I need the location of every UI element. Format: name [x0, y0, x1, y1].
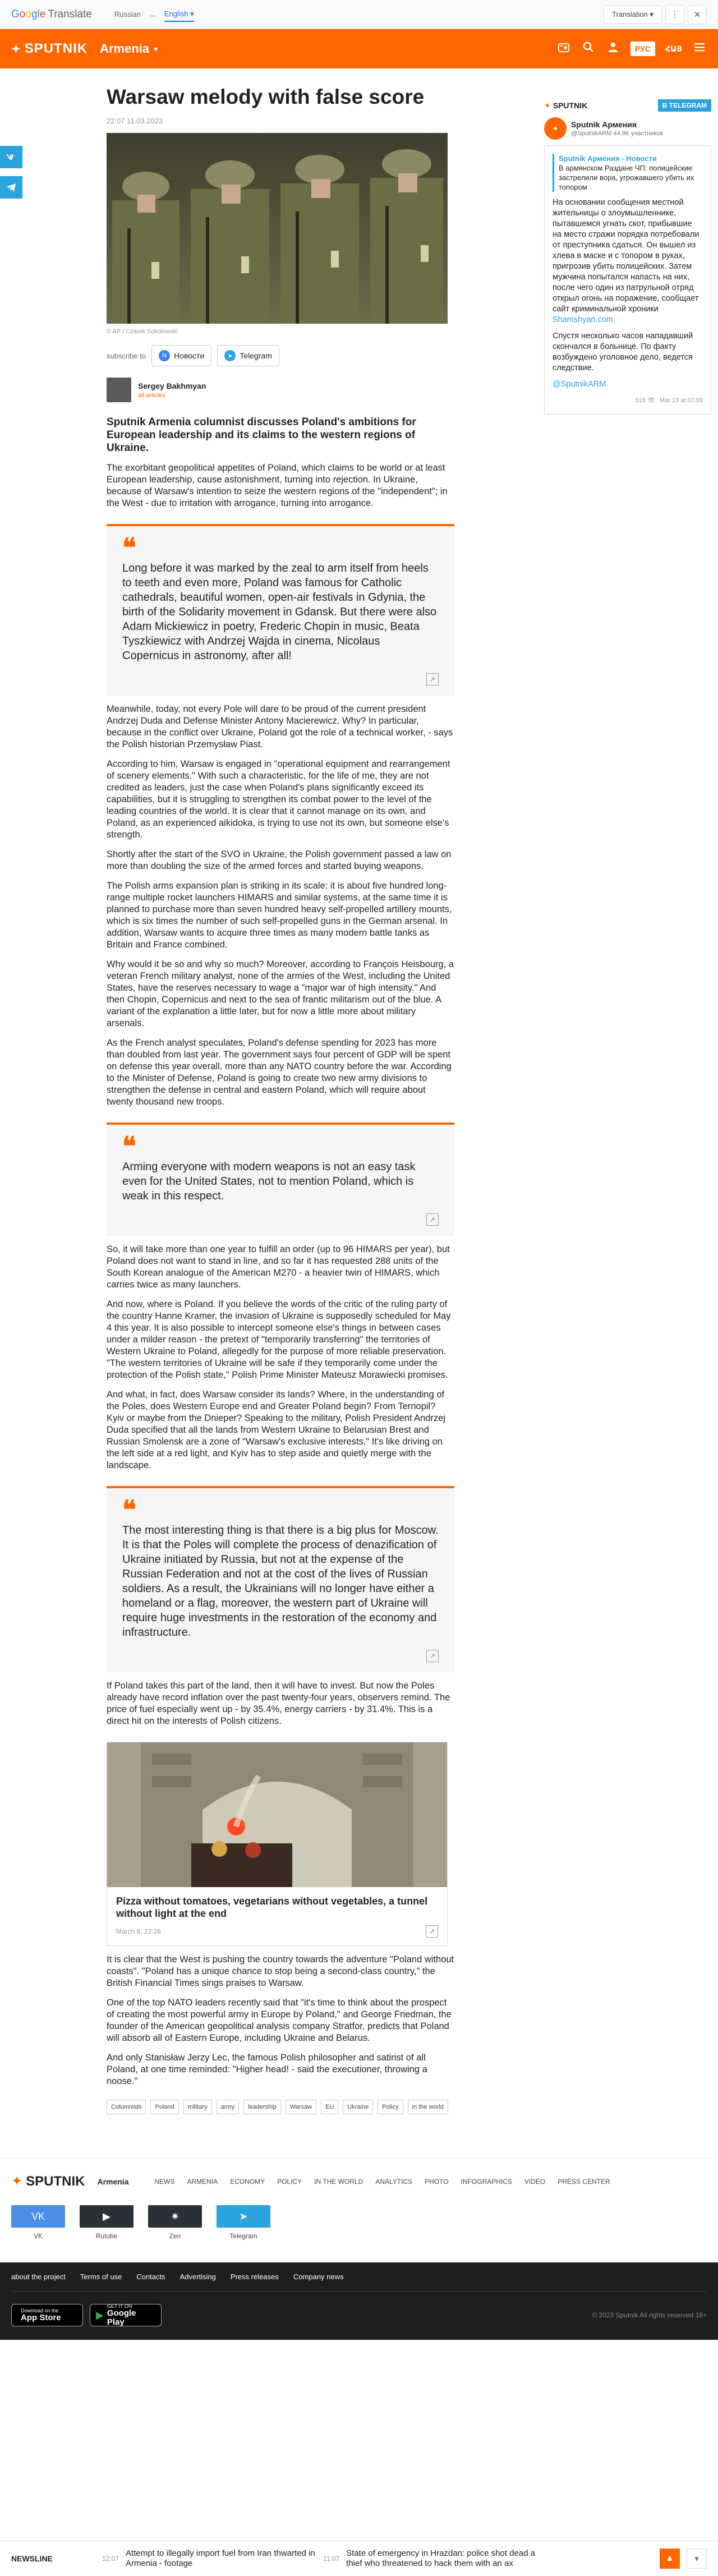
message-footer [553, 395, 703, 406]
social-links [0, 2205, 718, 2240]
vk-icon [6, 153, 17, 161]
sputnik-star-icon: ✦ [11, 43, 21, 56]
quote-icon: ❝ [122, 532, 136, 563]
hero-image [107, 133, 448, 324]
channel-avatar: ✦ [544, 117, 567, 140]
sputnik-wordmark: SPUTNIK [24, 41, 88, 56]
message-body: На основании сообщения местной жительницы о злоумышленнике, пытавшемся угнать скот, прибывшие на место стражи порядка потребовали от преступника сдаться. Он вышел из хлева в маске и с топором в руках, пригрозив убить полицейских. Затем мужчина попытался напасть на них, после чего один из патрульной отряд открыл огонь на поражение, сообщает сайт криминальной хроники [553, 198, 699, 314]
user-icon[interactable] [606, 41, 620, 57]
footer-nav-analytics[interactable]: ANALYTICS [375, 2177, 413, 2186]
soldiers-parade-photo [107, 133, 448, 324]
article-paragraph: So, it will take more than one year to fulfill an order (up to 96 HIMARS per year), but Poland does not want to stand in line, and so far it has requested 288 units of the South Korean analogue of the American M270 - a heavier twin of HIMARS, which carries twice as many launchers. [107, 1244, 450, 1290]
translation-mode-label: Translation [612, 10, 648, 19]
footer-nav-world[interactable]: IN THE WORLD [314, 2177, 363, 2186]
footer-link-press-releases[interactable]: Press releases [230, 2273, 279, 2281]
quote-text: Arming everyone with modern weapons is not an easy task even for the United States, not to mention Poland, which is weak in this respect. [122, 1161, 416, 1202]
telegram-message [544, 145, 711, 415]
google-play-big: Google Play [107, 2308, 136, 2327]
footer-nav-policy[interactable]: POLICY [277, 2177, 302, 2186]
subscribe-telegram-label: Telegram [240, 351, 272, 360]
news-icon: N [159, 350, 170, 361]
footer-nav-bar [0, 2158, 718, 2204]
telegram-icon: ➤ [217, 2205, 270, 2228]
telegram-channel[interactable] [544, 117, 711, 140]
radio-icon[interactable] [556, 41, 571, 57]
subscribe-news-label: Новости [174, 351, 205, 360]
translation-mode-dropdown[interactable] [604, 6, 662, 24]
arrow-right-icon: → [148, 10, 157, 19]
footer-nav [154, 2178, 610, 2186]
telegram-badge[interactable]: В TELEGRAM [658, 99, 711, 112]
sputnik-star-icon: ✦ [544, 100, 551, 110]
pull-quote [107, 1123, 454, 1236]
article-paragraph: The exorbitant geopolitical appetites of Poland, which claims to be world or at least European leadership, cause astonishment, turning into rejection. In Ukraine, because of Warsaw's intention to seize the western regions of the "independent"; in the West - due to irritation with arrogance, turning into arrogance. [107, 463, 448, 508]
social-label: Rutube [95, 2232, 118, 2240]
language-selector [114, 7, 194, 22]
social-label: Zen [169, 2232, 181, 2240]
google-play-button[interactable] [90, 2304, 162, 2326]
footer-logo-text: SPUTNIK [26, 2173, 85, 2189]
message-text [553, 197, 703, 325]
footer-logo[interactable] [11, 2173, 85, 2189]
social-rutube[interactable] [80, 2205, 134, 2240]
share-rail [0, 146, 22, 199]
tag-leadership[interactable]: leadership [243, 2100, 281, 2114]
article-lead: Sputnik Armenia columnist discusses Poland's ambitions for European leadership and its claims to the western regions of Ukraine. [107, 416, 416, 454]
close-icon[interactable]: ✕ [688, 5, 707, 24]
footer-nav-economy[interactable]: ECONOMY [230, 2177, 265, 2186]
share-icon[interactable]: ↗ [426, 673, 439, 686]
pull-quote [107, 1486, 454, 1672]
author-avatar[interactable] [107, 378, 131, 402]
footer-nav-press-center[interactable]: PRESS CENTER [558, 2177, 610, 2186]
region-label: Armenia [100, 42, 150, 56]
footer-bottom [0, 2262, 718, 2340]
translate-wordmark: Translate [48, 8, 92, 20]
article-paragraph: And what, in fact, does Warsaw consider its lands? Where, in the understanding of the Poles, does Western Europe end and Greater Poland begin? From Ternopil? Kyiv or maybe from the Dnieper? Speaking to the military, Polish President Andrzej Duda specified that all the lands from Western Ukraine to Belarusian Brest and Russian Smolensk are a zone of "Warsaw's exclusive interests." It's like driving on the left side at a red light, and Kyiv has to step aside and quietly merge with the landscape. [107, 1390, 446, 1470]
related-article-time: March 8, 22:26 [116, 1928, 162, 1935]
share-icon[interactable]: ↗ [426, 1213, 439, 1226]
related-article-image [107, 1742, 447, 1887]
quote-icon: ❝ [122, 1494, 136, 1525]
language-ru-button[interactable]: РУС [630, 42, 655, 56]
message-hashtag[interactable]: @SputnikARM [553, 380, 606, 389]
reply-author: Sputnik Армения - Новости [559, 154, 657, 163]
footer-link-contacts[interactable]: Contacts [136, 2273, 165, 2281]
ticker-item[interactable]: State of emergency in Hrazdan: police shot dead a thief who threatened to hack them with an ax [346, 2548, 536, 2568]
google-wordmark: Google [11, 8, 46, 20]
newsline-label: NEWSLINE [11, 2554, 53, 2563]
chevron-down-icon: ▾ [650, 10, 653, 19]
tag-in-the-world[interactable]: in the world [408, 2100, 448, 2114]
article-paragraph: One of the top NATO leaders recently said that "it's time to think about the prospect of creating the most powerful army in Europe by Poland," and George Friedman, the founder of the American geopolitical analysis company Stratfor, predicts that Poland will absorb all of Eastern Europe, including Ukraine and Belarus. [107, 1998, 452, 2043]
footer-nav-news[interactable]: NEWS [154, 2177, 175, 2186]
footer-nav-armenia[interactable]: ARMENIA [187, 2177, 218, 2186]
channel-subscribers: @SputnikARM 44.9K участников [571, 130, 664, 137]
share-icon[interactable]: ↗ [426, 1925, 438, 1938]
google-play-small: GET IT ON [107, 2303, 132, 2309]
message-views: 518 👁 [635, 397, 655, 404]
subscribe-telegram-button[interactable] [217, 345, 279, 366]
social-label: Telegram [229, 2232, 257, 2240]
article-paragraph: According to him, Warsaw is engaged in "operational equipment and rearrangement of scenery elements." With such a characteristic, for the life of me, they are not credited as leaders, just the case when Poland's plans significantly exceed its capabilities, but it is struggling to strengthen its combat power to the level of the leading countries of the world. It is clear that it cannot manage on its own, and Poland, as an experienced aikidoka, is trying to use not its own, but someone else's strength. [107, 759, 450, 840]
translate-controls [604, 5, 707, 24]
message-text-2: Спустя несколько часов нападавший скончался в больнице. По факту возбуждено уголовное дело, ведется следствие. [553, 332, 693, 372]
footer-nav-infographics[interactable]: INFOGRAPHICS [461, 2177, 512, 2186]
source-language-tab[interactable]: Russian [114, 10, 141, 19]
tag-army[interactable]: army [217, 2100, 239, 2114]
footer-links [11, 2262, 707, 2292]
google-play-icon: ▶ [96, 2309, 104, 2321]
footer-apps-row [11, 2292, 707, 2326]
scroll-top-icon[interactable]: ▲ [660, 2549, 680, 2569]
footer-link-advertising[interactable]: Advertising [180, 2273, 216, 2281]
footer-link-company-news[interactable]: Company news [293, 2273, 344, 2281]
ticker-time: 11:07 [323, 2554, 340, 2563]
chevron-down-icon: ▾ [190, 9, 194, 18]
footer-region: Armenia [97, 2177, 129, 2186]
quote-text: The most interesting thing is that there is a big plus for Moscow. It is that the Poles will complete the process of denazification of Ukraine initiated by Russia, but not at the expense of the Russian Federation and not at the cost of the lives of Russian soldiers. As a result, the Ukrainians will no longer have either a homeland or a flag, moreover, the western part of Ukraine will require huge investments in the restoration of the economy and infrastructure. [122, 1524, 439, 1639]
article [107, 68, 454, 2114]
footer-link-about[interactable]: about the project [11, 2273, 66, 2281]
article-paragraph: If Poland takes this part of the land, then it will have to invest. But now the Poles already have record inflation over the past twenty-four years, observers remind. The price of fuel especially went up - by 35.4%, energy carriers - by 31.4%. This is a direct hit on the interests of Polish citizens. [107, 1681, 450, 1726]
sputnik-star-icon: ✦ [11, 2174, 23, 2189]
telegram-icon [6, 183, 16, 192]
article-paragraph: The Polish arms expansion plan is striking in its scale: it is about five hundred long-range multiple rocket launchers HIMARS and similar systems, at the same time it is planned to purchase more than seven hundred heavy self-propelled artillery mounts, which is six times the number of such self-propelled guns in the German arsenal. In addition, Warsaw wants to acquire three times as many modern battle tanks as Britain and France combined. [107, 881, 452, 950]
menu-icon[interactable] [692, 41, 707, 57]
reply-text: В армянском Раздане ЧП: полицейские застрелили вора, угрожавшего убить их топором [559, 164, 694, 191]
article-paragraph: Why would it be so and why so much? Moreover, according to François Heisbourg, a veteran French military analyst, none of the armies of the West, including the United States, have the reserves necessary to wage a "major war of high intensity." And then Chopin, Copernicus and next to the sea of frantic militarism out of the blue. A variant of the explanation a little later, but for now a little more about military arsenals. [107, 959, 454, 1028]
sputnik-logo-small [544, 101, 587, 111]
footer-link-terms[interactable]: Terms of use [80, 2273, 122, 2281]
article-timestamp: 22:07 11.03.2023 [107, 117, 163, 125]
arch-protest-photo [107, 1742, 447, 1887]
sputnik-logo[interactable] [11, 41, 88, 57]
message-reply[interactable] [553, 154, 703, 192]
image-caption: © AP / Czarek Sokolowski [107, 328, 178, 335]
subscribe-bar [107, 345, 454, 366]
tag-columnists[interactable]: Columnists [107, 2100, 146, 2114]
chevron-down-icon: ▾ [154, 44, 158, 53]
author-name[interactable]: Sergey Bakhmyan [138, 381, 206, 390]
more-options-icon[interactable]: ⋮ [665, 5, 684, 24]
channel-name: Sputnik Армения [571, 120, 637, 129]
target-language-tab[interactable] [164, 7, 194, 22]
vk-icon: VK [11, 2205, 65, 2228]
telegram-icon: ➤ [224, 350, 236, 361]
message-link[interactable]: Shamshyan.com. [553, 315, 616, 324]
zen-icon: ✷ [148, 2205, 202, 2228]
telegram-share-button[interactable] [0, 176, 22, 199]
social-label: VK [33, 2232, 43, 2240]
site-header [0, 29, 718, 68]
header-actions [556, 41, 707, 57]
quote-icon: ❝ [122, 1131, 136, 1161]
newsline-ticker [0, 2540, 718, 2576]
page-body [0, 68, 718, 2340]
target-language-label: English [164, 9, 188, 18]
tag-eu[interactable]: EU [321, 2100, 338, 2114]
pull-quote [107, 524, 454, 696]
footer-nav-video[interactable]: VIDEO [524, 2177, 546, 2186]
tag-warsaw[interactable]: Warsaw [286, 2100, 316, 2114]
related-article-title[interactable]: Pizza without tomatoes, vegetarians without vegetables, a tunnel without light at the end [116, 1896, 428, 1919]
language-hy-button[interactable]: ՀԱՅ [665, 44, 682, 53]
ticker-item[interactable]: Attempt to illegally import fuel from Iran thwarted in Armenia - footage [126, 2548, 315, 2568]
tag-ukraine[interactable]: Ukraine [343, 2100, 373, 2114]
subscribe-news-button[interactable] [151, 345, 211, 366]
footer-nav-photo[interactable]: PHOTO [425, 2177, 449, 2186]
related-article-card[interactable] [107, 1742, 448, 1946]
tag-military[interactable]: military [183, 2100, 212, 2114]
subscribe-label: subscribe to [107, 351, 146, 360]
google-translate-logo[interactable] [11, 8, 92, 21]
vk-share-button[interactable] [0, 146, 22, 168]
telegram-widget [544, 99, 711, 415]
tag-list [107, 2100, 454, 2114]
author-block [107, 378, 454, 402]
app-store-big: App Store [21, 2313, 61, 2322]
article-paragraph: And now, where is Poland. If you believe the words of the critic of the ruling party of the country Hanne Kramer, the invasion of Ukraine is supposedly scheduled for May 4 this year. It is also possible to intercept someone else's things in between cases under a milder reason - the pretext of "temporarily transferring" the territories of Western Ukraine to Poland, allegedly for the purpose of more reliable preservation. "The western territories of Ukraine will be safe if they temporarily come under the protection of the Polish state," Polish Prime Minister Mateusz Morawiecki promises. [107, 1299, 451, 1380]
telegram-widget-header [544, 99, 711, 112]
app-store-small: Download on the [21, 2308, 59, 2313]
share-icon[interactable]: ↗ [426, 1650, 439, 1662]
copyright: © 2023 Sputnik All rights reserved 18+ [592, 2311, 707, 2319]
sidebar-logo-text: SPUTNIK [553, 101, 588, 110]
article-paragraph: And only Stanisław Jerzy Lec, the famous Polish philosopher and satirist of all Poland, at one time reminded: "Higher head! - said the executioner, throwing a noose." [107, 2053, 427, 2086]
social-telegram[interactable] [217, 2205, 270, 2240]
article-paragraph: Shortly after the start of the SVO in Ukraine, the Polish government passed a law on more than doubling the size of the armed forces and started buying weapons. [107, 849, 452, 871]
social-zen[interactable] [148, 2205, 202, 2240]
chevron-down-icon[interactable]: ▾ [687, 2549, 707, 2569]
rutube-icon: ▶ [80, 2205, 134, 2228]
tag-poland[interactable]: Poland [150, 2100, 178, 2114]
quote-text: Long before it was marked by the zeal to arm itself from heels to teeth and even more, Poland was famous for Catholic cathedrals, beautiful women, open-air festivals in Gdynia, the birth of the Solidarity movement in Gdansk. But there were also Adam Mickiewicz in poetry, Frederic Chopin in music, Beata Tyszkiewicz with Andrzej Wajda in cinema, Nicolaus Copernicus in astronomy, after all! [122, 562, 437, 662]
search-icon[interactable] [581, 41, 596, 57]
author-articles-link[interactable]: all articles [138, 392, 165, 399]
article-paragraph: Meanwhile, today, not every Pole will dare to be proud of the current president Andrzej Duda and Defense Minister Antony Macierewicz. Why? In particular, because in the conflict over Ukraine, Poland got the role of a technical worker, - says the Polish historian Przemysław Piast. [107, 704, 453, 749]
social-vk[interactable] [11, 2205, 65, 2240]
app-store-button[interactable] [11, 2304, 83, 2326]
article-paragraph: As the French analyst speculates, Poland's defense spending for 2023 has more than doubled from last year. The government says four percent of GDP will be spent on defense this year overall, more than any NATO country before the war. According to the Minister of Defense, Poland is going to create two new army divisions to strengthen the defense in central and eastern Poland, which will require about twenty thousand new troops. [107, 1038, 452, 1107]
translate-toolbar [0, 0, 718, 29]
ticker-time: 12:07 [102, 2554, 119, 2563]
article-paragraph: It is clear that the West is pushing the country towards the adventure "Poland without coasts". "Poland has a unique chance to stop being a second-class country," the British Financial Times sings praises to Warsaw. [107, 1954, 454, 1988]
tag-policy[interactable]: Policy [378, 2100, 403, 2114]
related-article-footer [107, 1920, 447, 1945]
region-selector[interactable] [100, 42, 158, 56]
article-title: Warsaw melody with false score [107, 85, 425, 108]
message-time: Mar 13 at 07:59 [659, 397, 703, 404]
